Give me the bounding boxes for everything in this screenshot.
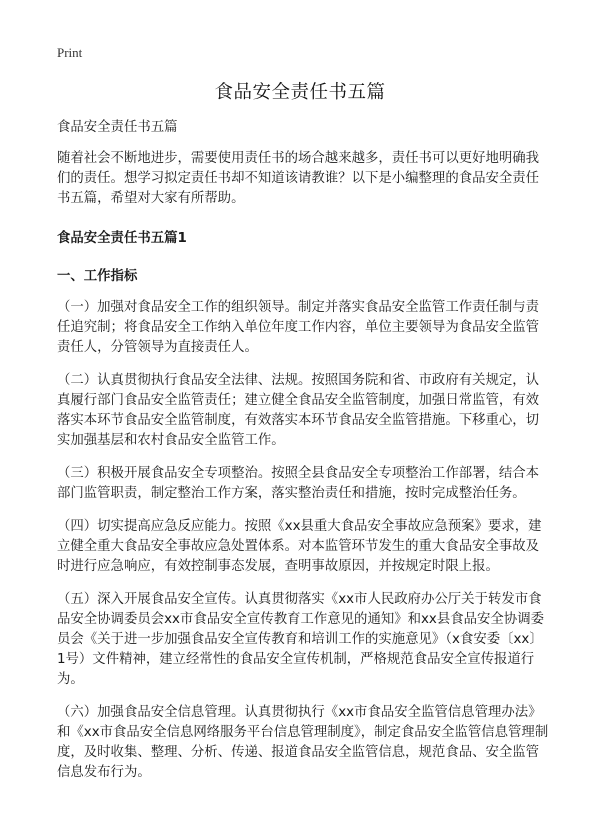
print-link[interactable]: Print [57,45,83,60]
paragraph-2: （二）认真贯彻执行食品安全法律、法规。按照国务院和省、市政府有关规定，认真履行部门食品安全监管责任；建立健全食品安全监管制度，加强日常监管，有效落实本环节食品安全监管制度，有效落实本环节食品安全监管措施。下移重心，切实加强基层和农村食品安全监管工作。 [57,373,540,448]
sub-heading: 一、工作指标 [57,269,138,284]
document-title: 食品安全责任书五篇 [214,82,386,103]
paragraph-6: （六）加强食品安全信息管理。认真贯彻执行《xx市食品安全监管信息管理办法》和《xx市食品安全信息网络服务平台信息管理制度》，制定食品安全监管信息管理制度，及时收集、整理、分析、传递、报道食品安全监管信息，规范食品、安全监管信息发布行为。 [57,705,549,780]
paragraph-1: （一）加强对食品安全工作的组织领导。制定并落实食品安全监管工作责任制与责任追究制；将食品安全工作纳入单位年度工作内容，单位主要领导为食品安全监管责任人，分管领导为直接责任人。 [57,300,540,355]
paragraph-3: （三）积极开展食品安全专项整治。按照全县食品安全专项整治工作部署，结合本部门监管职责，制定整治工作方案，落实整治责任和措施，按时完成整治任务。 [57,466,540,501]
document-subtitle: 食品安全责任书五篇 [57,120,178,135]
document-body [57,118,549,796]
section-heading: 食品安全责任书五篇1 [57,231,187,246]
paragraph-4: （四）切实提高应急反应能力。按照《xx县重大食品安全事故应急预案》要求，建立健全重大食品安全事故应急处置体系。对本监管环节发生的重大食品安全事故及时进行应急响应，有效控制事态发展，查明事故原因，并按规定时限上报。 [57,519,542,574]
paragraph-5: （五）深入开展食品安全宣传。认真贯彻落实《xx市人民政府办公厅关于转发市食品安全协调委员会xx市食品安全宣传教育工作意见的通知》和xx县食品安全协调委员会《关于进一步加强食品安全宣传教育和培训工作的实施意见》（x食安委〔xx〕1号）文件精神，建立经常性的食品安全宣传机制，严格规范食品安全宣传报道行为。 [57,592,544,687]
intro-paragraph: 随着社会不断地进步，需要使用责任书的场合越来越多，责任书可以更好地明确我们的责任。想学习拟定责任书却不知道该请教谁？以下是小编整理的食品安全责任书五篇，希望对大家有所帮助。 [57,151,540,206]
